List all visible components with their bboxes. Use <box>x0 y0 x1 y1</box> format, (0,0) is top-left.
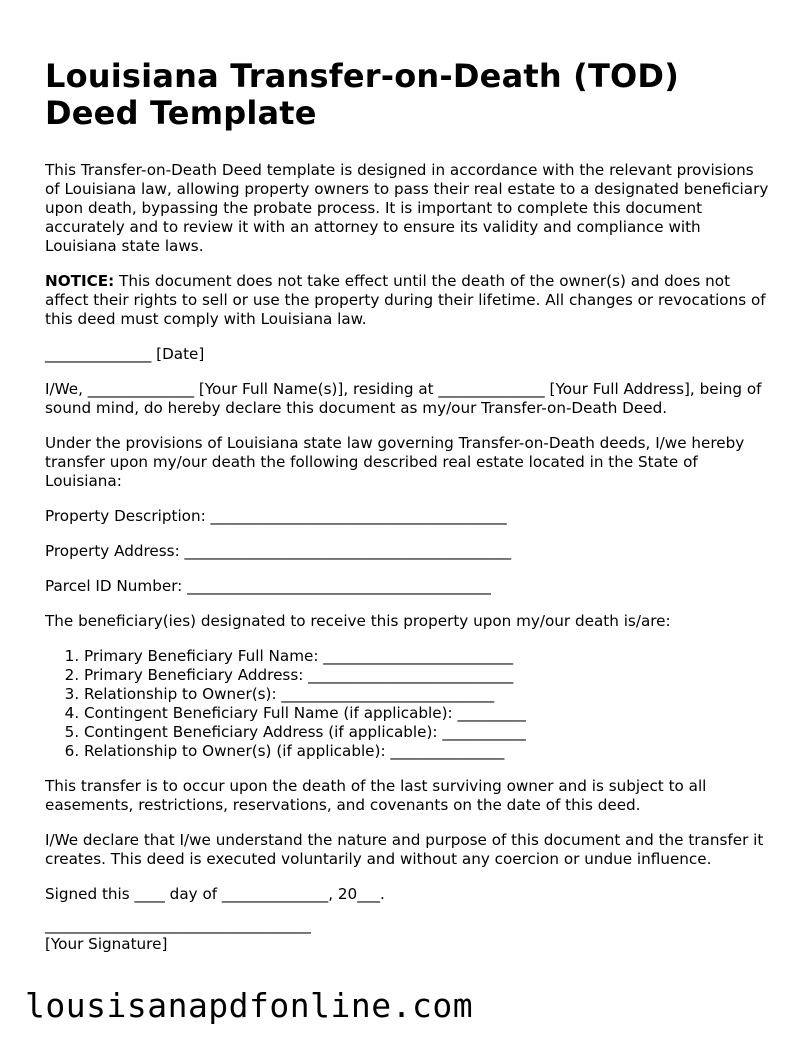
declaration-paragraph: I/We, ______________ [Your Full Name(s)], residing at ______________ [Your Full Address], being of sound mind, do hereby declare this document as my/our Transfer-on-Death Deed. <box>45 380 762 417</box>
list-item: 5. Contingent Beneficiary Address (if applicable): ___________ <box>84 723 770 742</box>
parcel-id-field: Parcel ID Number: ________________________________________ <box>45 577 491 595</box>
intro-paragraph: This Transfer-on-Death Deed template is designed in accordance with the relevant provisions of Louisiana law, allowing property owners to pass their real estate to a designated beneficiary upon death, bypassing the probate process. It is important to complete this document accurately and to review it with an attorney to ensure its validity and compliance with Louisiana state laws. <box>45 161 769 255</box>
date-line: ______________ [Date] <box>45 345 205 363</box>
list-item: 2. Primary Beneficiary Address: ___________________________ <box>84 666 770 685</box>
notice-paragraph <box>45 272 770 329</box>
beneficiary-list <box>45 647 770 761</box>
document-title: Louisiana Transfer-on-Death (TOD) Deed Template <box>45 57 680 132</box>
watermark-text: lousisanapdfonline.com <box>25 986 474 1025</box>
understanding-paragraph: I/We declare that I/we understand the nature and purpose of this document and the transfer it creates. This deed is executed voluntarily and without any coercion or undue influence. <box>45 831 764 868</box>
list-item: 6. Relationship to Owner(s) (if applicable): _______________ <box>84 742 770 761</box>
signature-line: ___________________________________ <box>45 916 311 934</box>
beneficiary-intro: The beneficiary(ies) designated to receive this property upon my/our death is/are: <box>45 612 671 630</box>
list-item: 4. Contingent Beneficiary Full Name (if applicable): _________ <box>84 704 770 723</box>
list-item: 3. Relationship to Owner(s): ____________________________ <box>84 685 770 704</box>
notice-label: NOTICE: <box>45 272 115 290</box>
provisions-paragraph: Under the provisions of Louisiana state law governing Transfer-on-Death deeds, I/we hereby transfer upon my/our death the following described real estate located in the State of Louisiana: <box>45 434 745 490</box>
signature-label: [Your Signature] <box>45 935 168 953</box>
notice-text: This document does not take effect until the death of the owner(s) and does not affect their rights to sell or use the property during their lifetime. All changes or revocations of this deed must comply with Louisiana law. <box>45 272 766 328</box>
list-item: 1. Primary Beneficiary Full Name: _________________________ <box>84 647 770 666</box>
transfer-condition-paragraph: This transfer is to occur upon the death of the last surviving owner and is subject to all easements, restrictions, reservations, and covenants on the date of this deed. <box>45 777 707 814</box>
signed-line: Signed this ____ day of ______________, 20___. <box>45 885 385 903</box>
property-address-field: Property Address: ___________________________________________ <box>45 542 512 560</box>
property-description-field: Property Description: _______________________________________ <box>45 507 507 525</box>
